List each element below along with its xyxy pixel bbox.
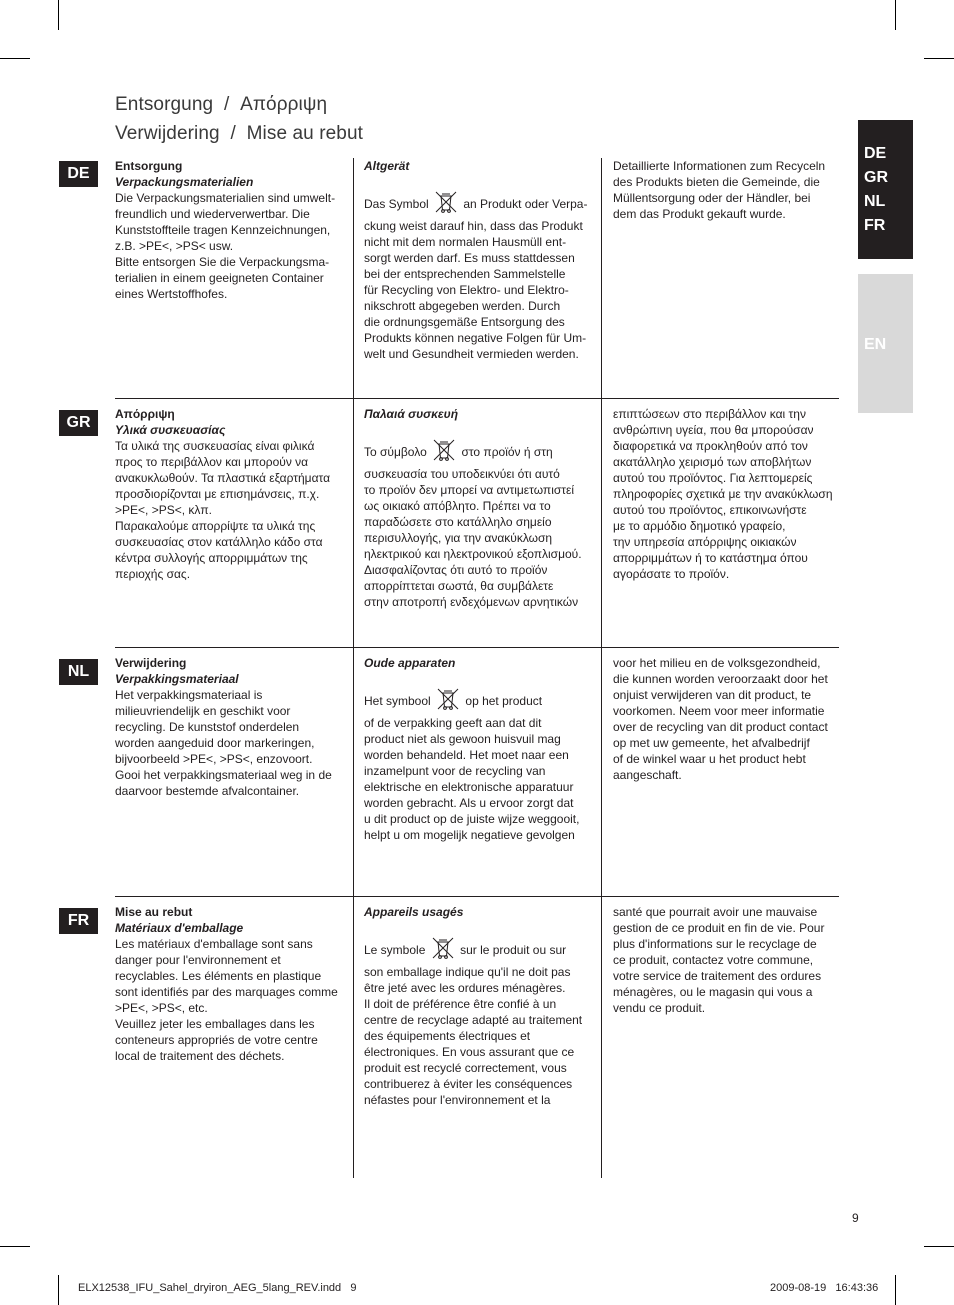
body-line: περισυλλογής, για την ανακύκλωση	[364, 531, 553, 545]
body-line: Τα υλικά της συσκευασίας είναι φιλικά	[115, 439, 315, 453]
body-line: welt und Gesundheit vermieden werden.	[364, 347, 579, 361]
body-line: Müllentsorgung oder der Händler, bei	[613, 191, 811, 205]
body-line: με το αρμόδιο δημοτικό γραφείο,	[613, 519, 786, 533]
recycling-info-de	[613, 158, 839, 222]
body-line: votre service de traitement des ordures	[613, 969, 822, 983]
crossed-out-wheelie-bin-icon	[436, 687, 460, 715]
crossed-out-wheelie-bin-icon	[432, 438, 456, 466]
body-line: κέντρα συλλογής απορριμμάτων της	[115, 551, 308, 565]
body-line: plus d'informations sur le recyclage de	[613, 937, 817, 951]
body-line: nikschrott abgegeben werden. Durch	[364, 299, 561, 313]
body-line: ménagères, ou le magasin qui vous a	[613, 985, 813, 999]
body-line: Bitte entsorgen Sie die Verpackungsma-	[115, 255, 330, 269]
body-line: Die Verpackungsmaterialien sind umwelt-	[115, 191, 336, 205]
section-rule	[115, 896, 839, 897]
body-line: ηλεκτρικού και ηλεκτρονικού εξοπλισμού.	[364, 547, 582, 561]
body-line: >PE<, >PS<, κλπ.	[115, 503, 212, 517]
body-line: την υπηρεσία απόρριψης οικιακών	[613, 535, 797, 549]
body-line: eines Wertstoffhofes.	[115, 287, 228, 301]
body-line: Le symbole sur le produit ou sur	[364, 936, 592, 964]
body-line: für Recycling von Elektro- und Elektro-	[364, 283, 569, 297]
body-line: voor het milieu en de volksgezondheid,	[613, 656, 821, 670]
body-line: centre de recyclage adapté au traitement	[364, 1013, 583, 1027]
tab-label-de: DE	[864, 145, 887, 162]
old-appliance-de	[364, 158, 592, 362]
body-line: Το σύμβολο στο προϊόν ή στη	[364, 438, 592, 466]
language-tab-active[interactable]	[858, 120, 913, 259]
body-line: Detaillierte Informationen zum Recyceln	[613, 159, 826, 173]
recycling-info-fr	[613, 904, 839, 1016]
sub-heading: Appareils usagés	[364, 905, 464, 919]
body-line: of de winkel waar u het product hebt	[613, 752, 806, 766]
body-line: διαφορετικά να προκληθούν από τον	[613, 439, 808, 453]
sub-heading: Matériaux d'emballage	[115, 921, 244, 935]
body-line: Διασφαλίζοντας ότι αυτό το προϊόν	[364, 563, 548, 577]
body-line: ανθρώπινη υγεία, που θα μπορούσαν	[613, 423, 814, 437]
body-line: électroniques. En vous assurant que ce	[364, 1045, 575, 1059]
body-line: daarvoor bestemde afvalcontainer.	[115, 784, 300, 798]
tab-label-en: EN	[864, 336, 887, 353]
section-heading: Mise au rebut	[115, 905, 193, 919]
body-line: die ordnungsgemäße Entsorgung des	[364, 315, 565, 329]
body-line: des équipements électriques et	[364, 1029, 531, 1043]
body-line: απορρίπτεται σωστά, θα συμβάλετε	[364, 579, 554, 593]
body-line: recyclables. Les éléments en plastique	[115, 969, 322, 983]
column-rule	[353, 158, 354, 1178]
body-line: z.B. >PE<, >PS< usw.	[115, 239, 234, 253]
body-line: προσδιορίζονται με επισημάνσεις, π.χ.	[115, 487, 320, 501]
body-line: son emballage indique qu'il ne doit pas	[364, 965, 571, 979]
body-line: ce produit, contactez votre commune,	[613, 953, 814, 967]
column-rule	[601, 158, 602, 1178]
sub-heading: Υλικά συσκευασίας	[115, 423, 226, 437]
body-line: bei der entsprechenden Sammelstelle	[364, 267, 566, 281]
body-line: inzamelpunt voor de recycling van	[364, 764, 546, 778]
body-line: recycling. De kunststof onderdelen	[115, 720, 300, 734]
body-line: onjuist verwijderen van dit product, te	[613, 688, 812, 702]
body-line: vendu ce produit.	[613, 1001, 706, 1015]
body-line: u dit product op de juiste wijze weggooit,	[364, 812, 580, 826]
body-line: προς το περιβάλλον και μπορούν να	[115, 455, 309, 469]
language-badge-fr: FR	[59, 908, 98, 934]
language-badge-gr: GR	[59, 410, 98, 436]
language-tab-en[interactable]	[858, 274, 913, 413]
body-line: Het verpakkingsmateriaal is	[115, 688, 263, 702]
packaging-disposal-nl	[115, 655, 345, 799]
packaging-disposal-de	[115, 158, 345, 302]
body-line: ως οικιακό απόβλητο. Πρέπει να το	[364, 499, 551, 513]
body-line: το προϊόν δεν μπορεί να αντιμετωπιστεί	[364, 483, 575, 497]
body-line: die kunnen worden veroorzaakt door het	[613, 672, 828, 686]
page-title: Entsorgung / Απόρριψη	[115, 94, 328, 115]
body-line: worden gebracht. Als u ervoor zorgt dat	[364, 796, 574, 810]
crop-mark	[895, 0, 896, 30]
sub-heading: Verpakkingsmateriaal	[115, 672, 239, 686]
body-line: ανακυκλωθούν. Τα πλαστικά εξαρτήματα	[115, 471, 331, 485]
language-badge-de: DE	[59, 161, 98, 187]
body-line: worden aangeduid door markeringen,	[115, 736, 315, 750]
section-heading: Entsorgung	[115, 159, 183, 173]
body-line: aangeschaft.	[613, 768, 682, 782]
body-line: συσκευασίας στον κατάλληλο κάδο στα	[115, 535, 323, 549]
section-rule	[115, 398, 839, 399]
tab-label-gr: GR	[864, 169, 888, 186]
body-line: bijvoorbeeld >PE<, >PS<, enzovoort.	[115, 752, 313, 766]
body-line: danger pour l'environnement et	[115, 953, 281, 967]
body-line: περιοχής σας.	[115, 567, 191, 581]
body-line: santé que pourrait avoir une mauvaise	[613, 905, 818, 919]
body-line: gestion de ce produit en fin de vie. Pour	[613, 921, 825, 935]
old-appliance-fr	[364, 904, 592, 1108]
body-line: αυτού του προϊόντος. Για λεπτομερείς	[613, 471, 813, 485]
body-line: συσκευασία του υποδεικνύει ότι αυτό	[364, 467, 560, 481]
body-line: terialien in einem geeigneten Container	[115, 271, 324, 285]
body-line: αυτού του προϊόντος, επικοινωνήστε	[613, 503, 807, 517]
body-line: Il doit de préférence être confié à un	[364, 997, 557, 1011]
sub-heading: Παλαιά συσκευή	[364, 407, 459, 421]
body-line: Veuillez jeter les emballages dans les	[115, 1017, 315, 1031]
body-line: Kunststoffteile tragen Kennzeichnungen,	[115, 223, 331, 237]
old-appliance-nl	[364, 655, 592, 843]
body-line: être jeté avec les ordures ménagères.	[364, 981, 566, 995]
body-line: Gooi het verpakkingsmateriaal weg in de	[115, 768, 332, 782]
body-line: contribuerez à éviter les conséquences	[364, 1077, 573, 1091]
crossed-out-wheelie-bin-icon	[431, 936, 455, 964]
sub-heading: Oude apparaten	[364, 656, 456, 670]
crop-mark	[924, 58, 954, 59]
body-line: of de verpakking geeft aan dat dit	[364, 716, 542, 730]
body-line: local de traitement des déchets.	[115, 1049, 285, 1063]
crossed-out-wheelie-bin-icon	[434, 190, 458, 218]
body-line: milieuvriendelijk en geschikt voor	[115, 704, 291, 718]
section-heading: Verwijdering	[115, 656, 187, 670]
packaging-disposal-fr	[115, 904, 345, 1064]
page-number: 9	[852, 1211, 859, 1225]
body-line: Produkts können negative Folgen für Um-	[364, 331, 587, 345]
body-line: voorkomen. Neem voor meer informatie	[613, 704, 825, 718]
tab-label-nl: NL	[864, 193, 886, 210]
body-line: produit est recyclé correctement, vous	[364, 1061, 567, 1075]
body-line: ckung weist darauf hin, dass das Produkt	[364, 219, 583, 233]
body-line: Het symbool op het product	[364, 687, 592, 715]
body-line: nicht mit dem normalen Hausmüll ent-	[364, 235, 567, 249]
body-line: elektrische en elektronische apparatuur	[364, 780, 574, 794]
body-line: helpt u om mogelijk negatieve gevolgen	[364, 828, 575, 842]
crop-mark	[0, 1246, 30, 1247]
date-slug: 2009-08-19 16:43:36	[770, 1282, 879, 1294]
body-line: >PE<, >PS<, etc.	[115, 1001, 208, 1015]
sub-heading: Altgerät	[364, 159, 410, 173]
section-heading: Απόρριψη	[115, 407, 175, 421]
body-line: op met uw gemeente, het afvalbedrijf	[613, 736, 810, 750]
body-line: des Produkts bieten die Gemeinde, die	[613, 175, 820, 189]
language-badge-nl: NL	[59, 659, 98, 685]
body-line: επιπτώσεων στο περιβάλλον και την	[613, 407, 806, 421]
body-line: sorgt werden darf. Es muss stattdessen	[364, 251, 575, 265]
packaging-disposal-gr	[115, 406, 345, 582]
crop-mark	[58, 1275, 59, 1305]
body-line: over de recycling van dit product contact	[613, 720, 828, 734]
body-line: στην αποτροπή ενδεχόμενων αρνητικών	[364, 595, 579, 609]
body-line: Les matériaux d'emballage sont sans	[115, 937, 313, 951]
body-line: Παρακαλούμε απορρίψτε τα υλικά της	[115, 519, 316, 533]
body-line: product niet als gewoon huisvuil mag	[364, 732, 561, 746]
section-rule	[115, 647, 839, 648]
body-line: sont identifiés par des marquages comme	[115, 985, 338, 999]
page-subtitle: Verwijdering / Mise au rebut	[115, 123, 364, 144]
body-line: conteneurs appropriés de votre centre	[115, 1033, 318, 1047]
crop-mark	[58, 0, 59, 30]
recycling-info-gr	[613, 406, 839, 582]
tab-label-fr: FR	[864, 217, 886, 234]
sub-heading: Verpackungsmaterialien	[115, 175, 254, 189]
body-line: παραδώσετε στο κατάλληλο σημείο	[364, 515, 552, 529]
body-line: απορριμμάτων ή το κατάστημα όπου	[613, 551, 808, 565]
old-appliance-gr	[364, 406, 592, 610]
crop-mark	[895, 1275, 896, 1305]
body-line: Das Symbol an Produkt oder Verpa-	[364, 190, 592, 218]
body-line: ακατάλληλο χειρισμό των αποβλήτων	[613, 455, 812, 469]
body-line: πληροφορίες σχετικά με την ανακύκλωση	[613, 487, 833, 501]
file-slug: ELX12538_IFU_Sahel_dryiron_AEG_5lang_REV.indd 9	[78, 1282, 357, 1294]
body-line: freundlich und wiederverwertbar. Die	[115, 207, 310, 221]
crop-mark	[924, 1246, 954, 1247]
recycling-info-nl	[613, 655, 839, 783]
body-line: worden behandeld. Het moet naar een	[364, 748, 569, 762]
body-line: dem das Produkt gekauft wurde.	[613, 207, 786, 221]
body-line: αγοράσατε το προϊόν.	[613, 567, 730, 581]
crop-mark	[0, 58, 30, 59]
body-line: néfastes pour l'environnement et la	[364, 1093, 551, 1107]
